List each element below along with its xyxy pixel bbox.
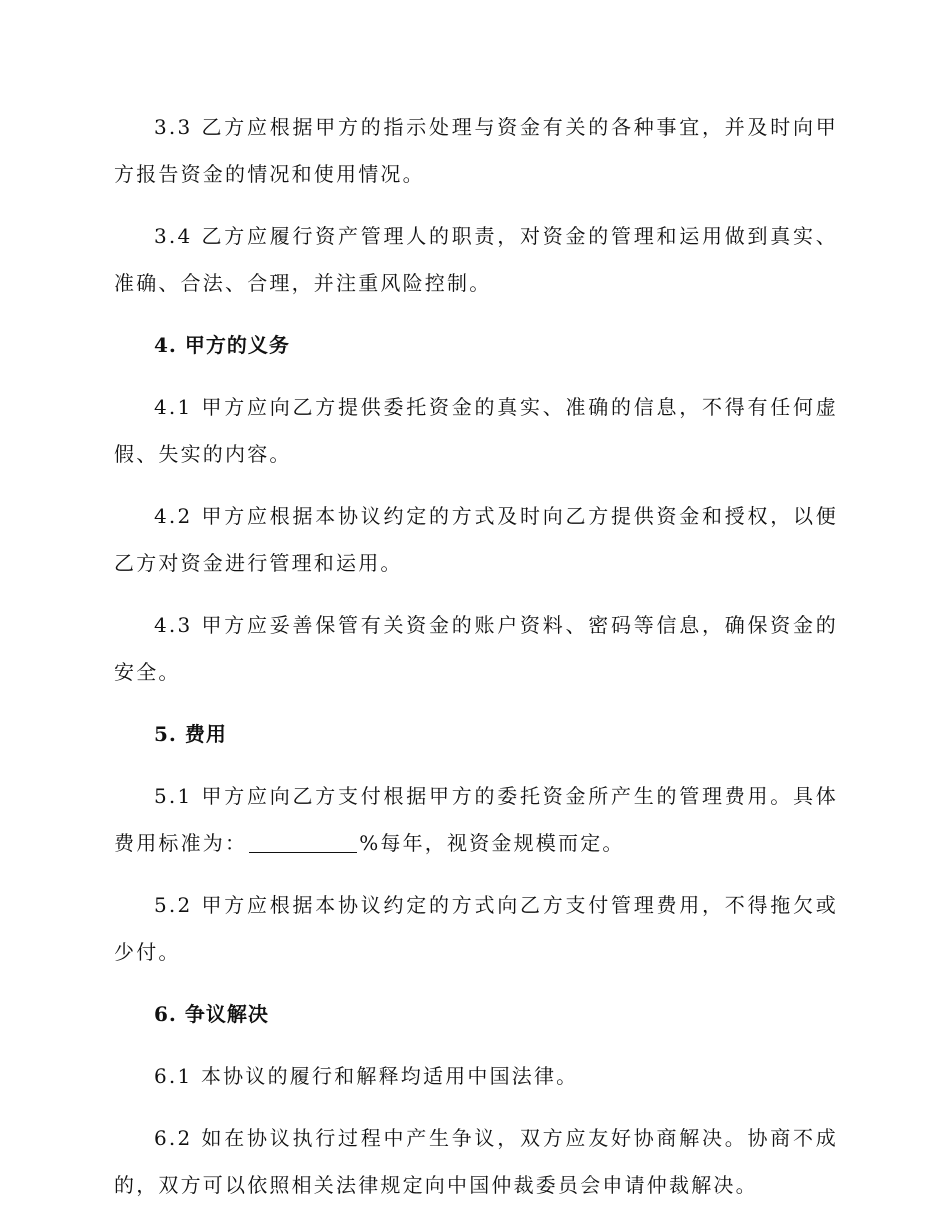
clause-4-2: 4.2 甲方应根据本协议约定的方式及时向乙方提供资金和授权，以便乙方对资金进行管理和运用。 <box>114 504 838 575</box>
clause-3-3: 3.3 乙方应根据甲方的指示处理与资金有关的各种事宜，并及时向甲方报告资金的情况和使用情况。 <box>114 115 838 186</box>
clause-5-2: 5.2 甲方应根据本协议约定的方式向乙方支付管理费用，不得拖欠或少付。 <box>114 893 838 964</box>
clause-6-2: 6.2 如在协议执行过程中产生争议，双方应友好协商解决。协商不成的，双方可以依照相关法律规定向中国仲裁委员会申请仲裁解决。 <box>114 1126 838 1197</box>
clause-6-1: 6.1 本协议的履行和解释均适用中国法律。 <box>154 1064 579 1088</box>
section-heading-5: 5. 费用 <box>154 722 227 746</box>
clause-4-1: 4.1 甲方应向乙方提供委托资金的真实、准确的信息，不得有任何虚假、失实的内容。 <box>114 395 838 466</box>
clause-4-3: 4.3 甲方应妥善保管有关资金的账户资料、密码等信息，确保资金的安全。 <box>114 613 838 684</box>
clause-3-4: 3.4 乙方应履行资产管理人的职责，对资金的管理和运用做到真实、准确、合法、合理，并注重风险控制。 <box>114 224 838 295</box>
fee-rate-blank <box>249 832 357 853</box>
clause-5-1-text-before: 5.1 甲方应向乙方支付根据甲方的委托资金所产生的管理费用。具体费用标准为： <box>114 784 838 855</box>
document-body <box>114 104 838 1209</box>
clause-5-1 <box>114 773 838 867</box>
section-heading-6: 6. 争议解决 <box>154 1002 269 1026</box>
section-heading-4: 4. 甲方的义务 <box>154 333 290 357</box>
clause-5-1-text-after: %每年，视资金规模而定。 <box>359 831 625 855</box>
